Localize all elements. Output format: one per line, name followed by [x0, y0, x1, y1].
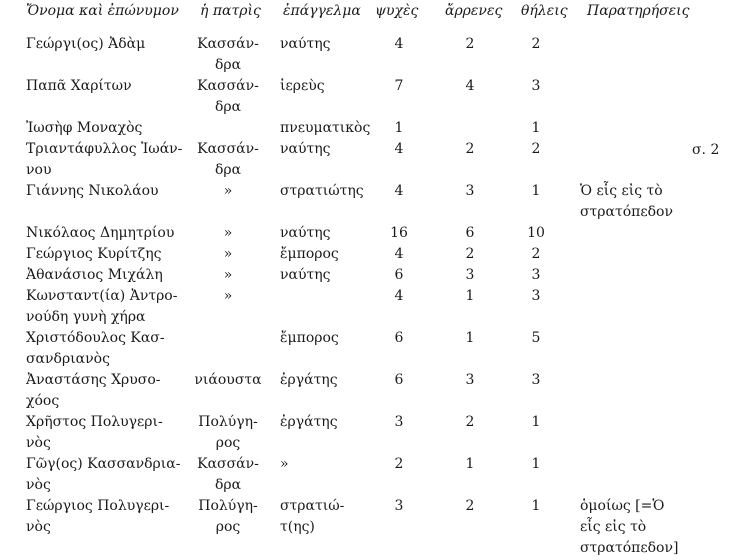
cell-females: 10 [527, 225, 545, 241]
cell-homeland: δρα [214, 99, 242, 115]
cell-souls: 1 [394, 120, 404, 136]
cell-remarks: στρατόπεδον [580, 204, 673, 220]
cell-name: Παπᾶ Χαρίτων [26, 78, 132, 94]
cell-females: 2 [531, 246, 541, 262]
cell-name: Γεώργιος Κυρίτζης [26, 246, 162, 262]
cell-males: 1 [465, 288, 475, 304]
cell-occupation: » [280, 456, 289, 472]
cell-occupation: ναύτης [280, 141, 331, 157]
cell-name: Χριστόδουλος Κασ- [26, 330, 165, 346]
cell-name: σανδριανὸς [26, 351, 110, 367]
cell-remarks: στρατόπεδον] [580, 540, 679, 556]
cell-males: 3 [465, 183, 475, 199]
cell-occupation: ναύτης [280, 267, 331, 283]
cell-occupation: ἔμπορος [280, 330, 339, 346]
cell-homeland: ρος [215, 519, 241, 535]
cell-homeland: Κασσάν- [197, 36, 259, 52]
cell-homeland: » [223, 267, 233, 283]
header-souls: ψυχὲς [375, 3, 419, 19]
cell-name: Ἀθανάσιος Μιχάλη [26, 267, 163, 283]
cell-name: Γιάννης Νικολάου [26, 183, 159, 199]
cell-homeland: δρα [214, 162, 242, 178]
cell-females: 5 [531, 330, 541, 346]
cell-females: 2 [531, 141, 541, 157]
cell-souls: 4 [394, 246, 404, 262]
cell-occupation: ἐργάτης [280, 372, 338, 388]
cell-souls: 6 [394, 372, 404, 388]
cell-souls: 4 [394, 288, 404, 304]
cell-males: 2 [465, 246, 475, 262]
side-page-note: σ. 2 [692, 142, 720, 158]
cell-name: Κωνσταντ(ία) Ἀντρο- [26, 288, 178, 304]
cell-females: 1 [531, 456, 541, 472]
cell-males: 2 [465, 498, 475, 514]
cell-name: νούδη γυνὴ χήρα [26, 309, 146, 325]
cell-souls: 3 [394, 498, 404, 514]
cell-homeland: νιάουστα [194, 372, 262, 388]
cell-occupation: τ(ης) [280, 519, 315, 535]
cell-homeland: Πολύγη- [198, 414, 258, 430]
cell-occupation: ἔμπορος [280, 246, 339, 262]
cell-remarks: εἷς εἰς τὸ [580, 519, 647, 535]
cell-occupation: ναύτης [280, 36, 331, 52]
cell-females: 1 [531, 183, 541, 199]
cell-name: Νικόλαος Δημητρίου [26, 225, 175, 241]
cell-name: Γεώργι(ος) Ἀδὰμ [26, 36, 146, 52]
cell-females: 3 [531, 267, 541, 283]
cell-name: Γῶγ(ος) Κασσανδρια- [26, 456, 181, 472]
cell-name: Γεώργιος Πολυγερι- [26, 498, 170, 514]
header-name: Ὄνομα καὶ ἐπώνυμον [26, 3, 179, 19]
cell-homeland: Κασσάν- [197, 141, 259, 157]
header-remarks: Παρατηρήσεις [587, 3, 690, 19]
cell-souls: 6 [394, 267, 404, 283]
cell-females: 2 [531, 36, 541, 52]
cell-homeland: Κασσάν- [197, 456, 259, 472]
cell-souls: 3 [394, 414, 404, 430]
cell-males: 3 [465, 372, 475, 388]
cell-souls: 16 [390, 225, 408, 241]
cell-name: νὸς [26, 435, 51, 451]
cell-homeland: » [223, 288, 233, 304]
header-females: θήλεις [521, 3, 568, 19]
cell-homeland: Πολύγη- [198, 498, 258, 514]
header-males: ἄρρενες [445, 3, 503, 19]
cell-souls: 6 [394, 330, 404, 346]
cell-males: 2 [465, 36, 475, 52]
cell-occupation: στρατιώ- [280, 498, 345, 514]
cell-occupation: στρατιώτης [280, 183, 364, 199]
cell-occupation: ναύτης [280, 225, 331, 241]
cell-males: 4 [465, 78, 475, 94]
cell-females: 3 [531, 288, 541, 304]
cell-homeland: Κασσάν- [197, 78, 259, 94]
cell-males: 3 [465, 267, 475, 283]
cell-name: Τριαντάφυλλος Ἰωάν- [26, 141, 183, 157]
cell-males: 1 [465, 456, 475, 472]
cell-name: Ἀναστάσης Χρυσο- [26, 372, 161, 388]
cell-homeland: δρα [214, 477, 242, 493]
cell-females: 1 [531, 120, 541, 136]
cell-name: χόος [26, 393, 60, 409]
header-occupation: ἐπάγγελμα [283, 3, 361, 19]
cell-females: 1 [531, 498, 541, 514]
cell-remarks: ὁμοίως [=Ὁ [580, 498, 665, 514]
cell-souls: 4 [394, 36, 404, 52]
cell-homeland: » [223, 246, 233, 262]
cell-males: 1 [465, 330, 475, 346]
cell-females: 1 [531, 414, 541, 430]
cell-homeland: ρος [215, 435, 241, 451]
cell-souls: 7 [394, 78, 404, 94]
cell-name: Ἰωσὴφ Μοναχὸς [26, 120, 143, 136]
cell-occupation: ἱερεὺς [280, 78, 325, 94]
cell-males: 6 [465, 225, 475, 241]
cell-homeland: » [223, 225, 233, 241]
cell-remarks: Ὁ εἷς εἰς τὸ [580, 183, 663, 199]
cell-occupation: πνευματικὸς [280, 120, 371, 136]
cell-homeland: δρα [214, 57, 242, 73]
cell-name: Χρῆστος Πολυγερι- [26, 414, 163, 430]
cell-females: 3 [531, 78, 541, 94]
cell-name: νὸς [26, 477, 51, 493]
cell-name: νὸς [26, 519, 51, 535]
cell-females: 3 [531, 372, 541, 388]
cell-souls: 2 [394, 456, 404, 472]
cell-occupation: ἐργάτης [280, 414, 338, 430]
cell-males: 2 [465, 414, 475, 430]
header-homeland: ἡ πατρὶς [200, 3, 261, 19]
cell-souls: 4 [394, 141, 404, 157]
cell-souls: 4 [394, 183, 404, 199]
cell-name: νου [26, 162, 52, 178]
cell-homeland: » [223, 183, 233, 199]
cell-males: 2 [465, 141, 475, 157]
